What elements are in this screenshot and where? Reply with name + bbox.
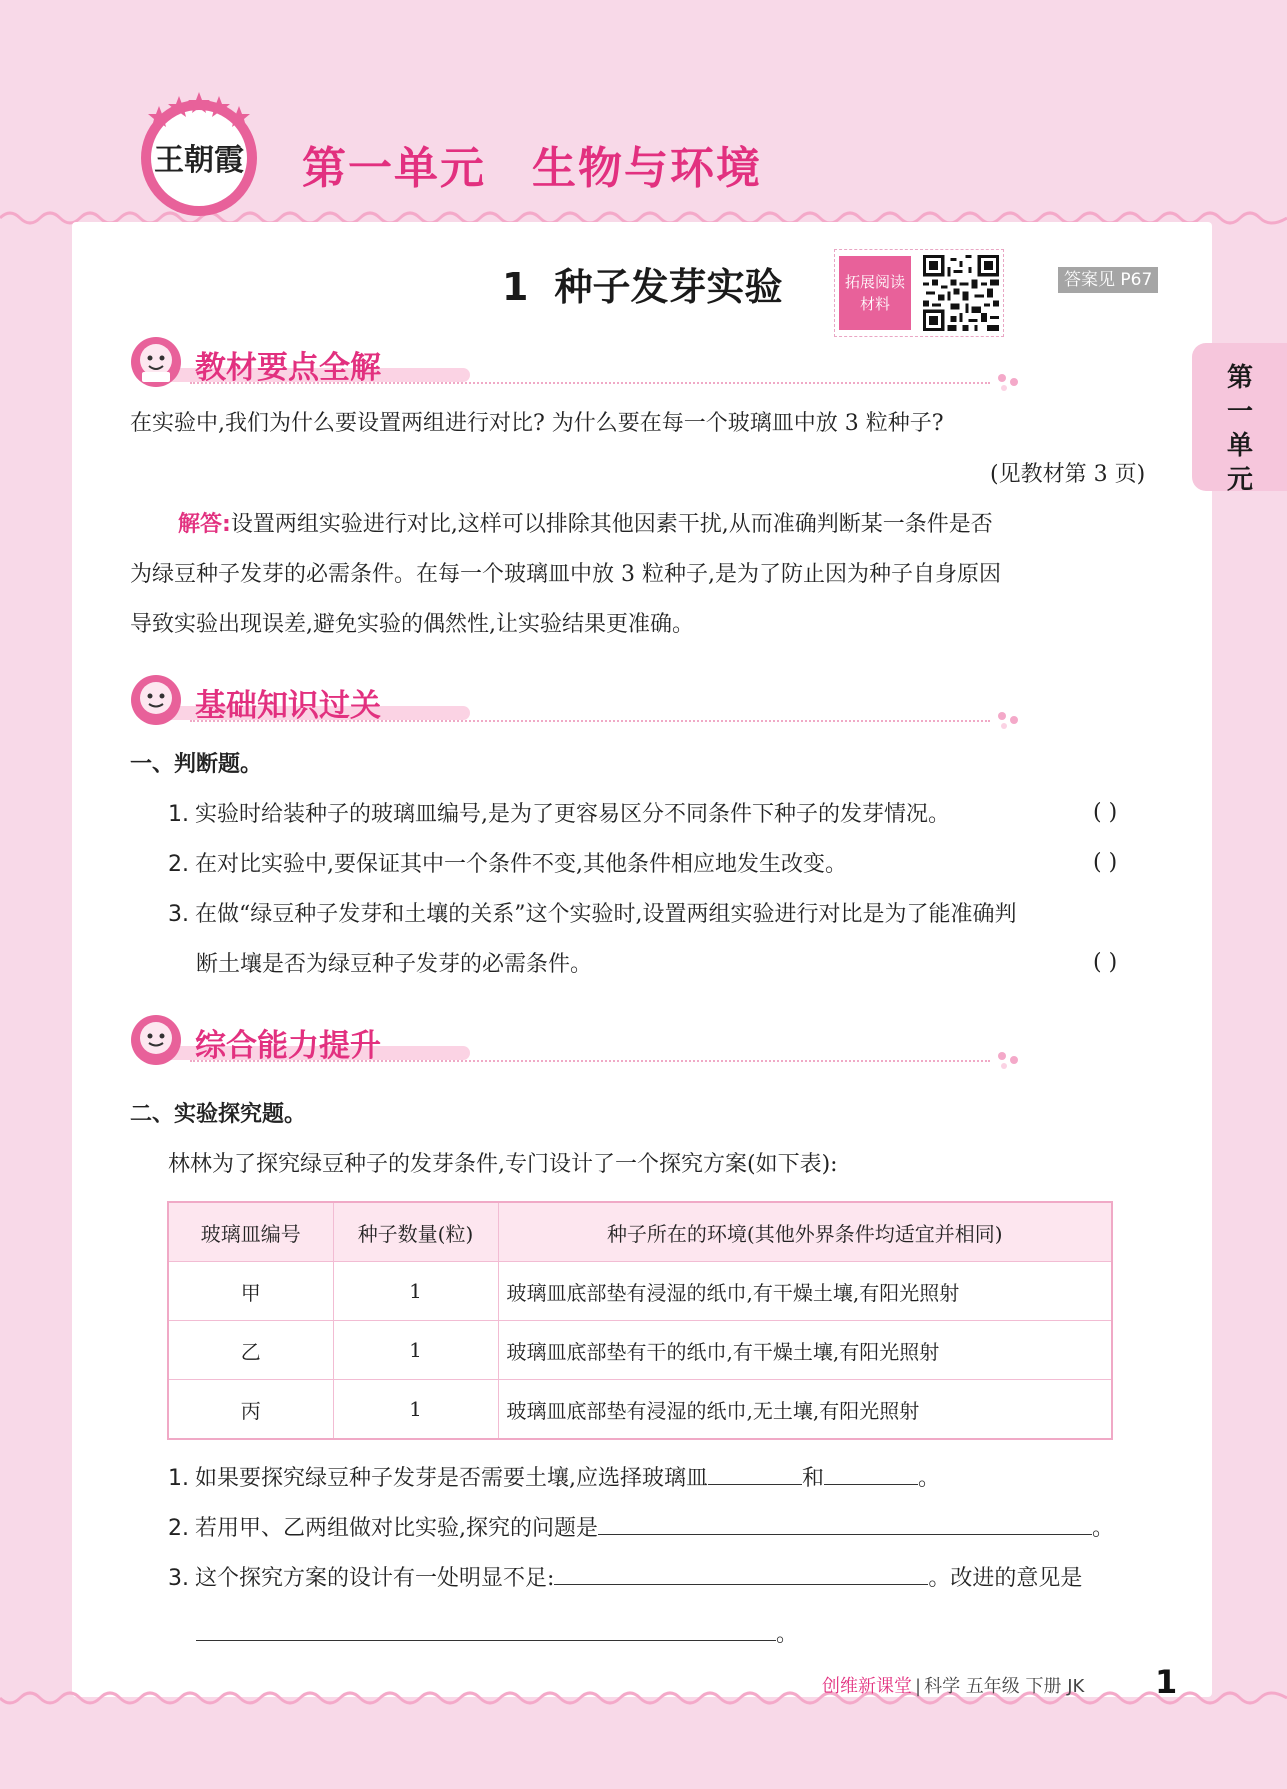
qr-code-icon[interactable] — [923, 255, 999, 331]
side-tab-char-4: 元 — [1226, 465, 1253, 495]
question-text: 。 — [918, 1466, 941, 1491]
bottom-wave-border — [0, 1690, 1287, 1710]
table-cell: 玻璃皿底部垫有干的纸巾,有干燥土壤,有阳光照射 — [498, 1321, 1112, 1380]
tf-question-1 — [168, 798, 950, 832]
unit-side-tab — [1192, 343, 1287, 495]
section-title: 综合能力提升 — [195, 1028, 381, 1064]
answer-reference-badge: 答案见 P67 — [1058, 267, 1158, 293]
table-header: 种子数量(粒) — [333, 1202, 498, 1262]
section-title: 基础知识过关 — [195, 688, 381, 724]
table-row — [168, 1321, 1112, 1380]
side-tab-char-3: 单 — [1226, 431, 1253, 461]
tf-question-text: 在对比实验中,要保证其中一个条件不变,其他条件相应地发生改变。 — [195, 852, 847, 877]
brand-logo — [135, 90, 263, 218]
question-text: 若用甲、乙两组做对比实验,探究的问题是 — [195, 1516, 598, 1541]
table-cell: 乙 — [168, 1321, 333, 1380]
footer-separator: | — [915, 1676, 922, 1697]
experiment-heading: 二、实验探究题。 — [130, 1102, 307, 1127]
tf-question-number: 2. — [168, 852, 189, 877]
tf-answer-slot-1[interactable]: ( ) — [1093, 800, 1118, 825]
lesson-number: 1 — [502, 265, 529, 309]
cartoon-character-icon — [130, 336, 182, 388]
lesson-name: 种子发芽实验 — [554, 265, 783, 309]
unit-title — [302, 132, 762, 196]
qr-label — [839, 256, 911, 330]
cartoon-character-icon — [130, 1014, 182, 1066]
answer-line-1 — [178, 508, 993, 542]
extended-reading-qr[interactable] — [834, 249, 1004, 337]
table-header: 玻璃皿编号 — [168, 1202, 333, 1262]
footer-brand: 创维新课堂 — [822, 1676, 912, 1697]
question-text: 。 — [776, 1622, 799, 1647]
table-cell: 玻璃皿底部垫有浸湿的纸巾,无土壤,有阳光照射 — [498, 1380, 1112, 1440]
tf-question-3 — [168, 898, 1017, 932]
unit-title-number: 第一单元 — [302, 143, 486, 194]
true-false-heading: 一、判断题。 — [130, 752, 263, 777]
fill-blank-2[interactable] — [824, 1462, 918, 1485]
fill-blank-4[interactable] — [554, 1562, 928, 1585]
table-cell: 丙 — [168, 1380, 333, 1440]
fill-blank-5[interactable] — [196, 1618, 776, 1641]
unit-title-topic: 生物与环境 — [532, 143, 762, 194]
fill-blank-3[interactable] — [598, 1512, 1092, 1535]
table-cell: 1 — [333, 1321, 498, 1380]
qr-label-line2: 材料 — [859, 295, 890, 313]
table-cell: 1 — [333, 1262, 498, 1321]
table-row — [168, 1380, 1112, 1440]
tf-question-text: 实验时给装种子的玻璃皿编号,是为了更容易区分不同条件下种子的发芽情况。 — [195, 802, 950, 827]
tf-question-text: 在做“绿豆种子发芽和土壤的关系”这个实验时,设置两组实验进行对比是为了能准确判 — [195, 902, 1017, 927]
key-point-question: 在实验中,我们为什么要设置两组进行对比? 为什么要在每一个玻璃皿中放 3 粒种子? — [130, 411, 944, 436]
tf-question-number: 1. — [168, 802, 189, 827]
answer-line-3: 导致实验出现误差,避免实验的偶然性,让实验结果更准确。 — [130, 612, 694, 637]
question-text: 如果要探究绿豆种子发芽是否需要土壤,应选择玻璃皿 — [195, 1466, 708, 1491]
side-tab-char-2: 一 — [1226, 397, 1253, 427]
question-text: 。 — [1092, 1516, 1115, 1541]
lesson-title — [502, 256, 782, 311]
table-row — [168, 1262, 1112, 1321]
table-cell: 甲 — [168, 1262, 333, 1321]
experiment-intro: 林林为了探究绿豆种子的发芽条件,专门设计了一个探究方案(如下表): — [168, 1152, 838, 1177]
page-number: 1 — [1155, 1663, 1178, 1701]
section-header-key-points — [130, 330, 1060, 390]
section-title: 教材要点全解 — [195, 350, 381, 386]
cartoon-character-icon — [130, 674, 182, 726]
section-header-basics — [130, 668, 1060, 728]
experiment-question-3 — [168, 1562, 1082, 1596]
table-cell: 1 — [333, 1380, 498, 1440]
question-number: 2. — [168, 1516, 189, 1541]
fill-blank-1[interactable] — [708, 1462, 802, 1485]
table-header: 种子所在的环境(其他外界条件均适宜并相同) — [498, 1202, 1112, 1262]
experiment-question-1 — [168, 1462, 940, 1496]
textbook-reference: (见教材第 3 页) — [990, 462, 1146, 487]
question-number: 1. — [168, 1466, 189, 1491]
decorative-dots-icon — [992, 708, 1028, 732]
question-text: 这个探究方案的设计有一处明显不足: — [195, 1566, 555, 1591]
table-header-row — [168, 1202, 1112, 1262]
side-tab-label — [1220, 361, 1260, 497]
tf-question-3-continued: 断土壤是否为绿豆种子发芽的必需条件。 — [196, 952, 593, 977]
answer-text-1: 设置两组实验进行对比,这样可以排除其他因素干扰,从而准确判断某一条件是否 — [230, 512, 993, 537]
qr-label-line1: 拓展阅读 — [844, 273, 905, 291]
footer-series-info — [822, 1672, 1084, 1698]
decorative-dots-icon — [992, 1048, 1028, 1072]
table-cell: 玻璃皿底部垫有浸湿的纸巾,有干燥土壤,有阳光照射 — [498, 1262, 1112, 1321]
experiment-question-3-continued — [196, 1618, 798, 1652]
footer-subject: 科学 五年级 下册 JK — [924, 1676, 1085, 1697]
side-tab-char-1: 第 — [1226, 363, 1253, 393]
tf-question-2 — [168, 848, 847, 882]
experiment-question-2 — [168, 1512, 1114, 1546]
tf-answer-slot-3[interactable]: ( ) — [1093, 950, 1118, 975]
question-number: 3. — [168, 1566, 189, 1591]
section-header-ability — [130, 1008, 1060, 1068]
answer-line-2: 为绿豆种子发芽的必需条件。在每一个玻璃皿中放 3 粒种子,是为了防止因为种子自身原因 — [130, 562, 1001, 587]
decorative-dots-icon — [992, 370, 1028, 394]
logo-text: 王朝霞 — [154, 143, 244, 178]
question-text: 。改进的意见是 — [928, 1566, 1083, 1591]
question-text: 和 — [802, 1466, 825, 1491]
answer-label: 解答: — [178, 512, 231, 537]
experiment-table — [167, 1201, 1113, 1440]
tf-question-number: 3. — [168, 902, 189, 927]
tf-answer-slot-2[interactable]: ( ) — [1093, 850, 1118, 875]
